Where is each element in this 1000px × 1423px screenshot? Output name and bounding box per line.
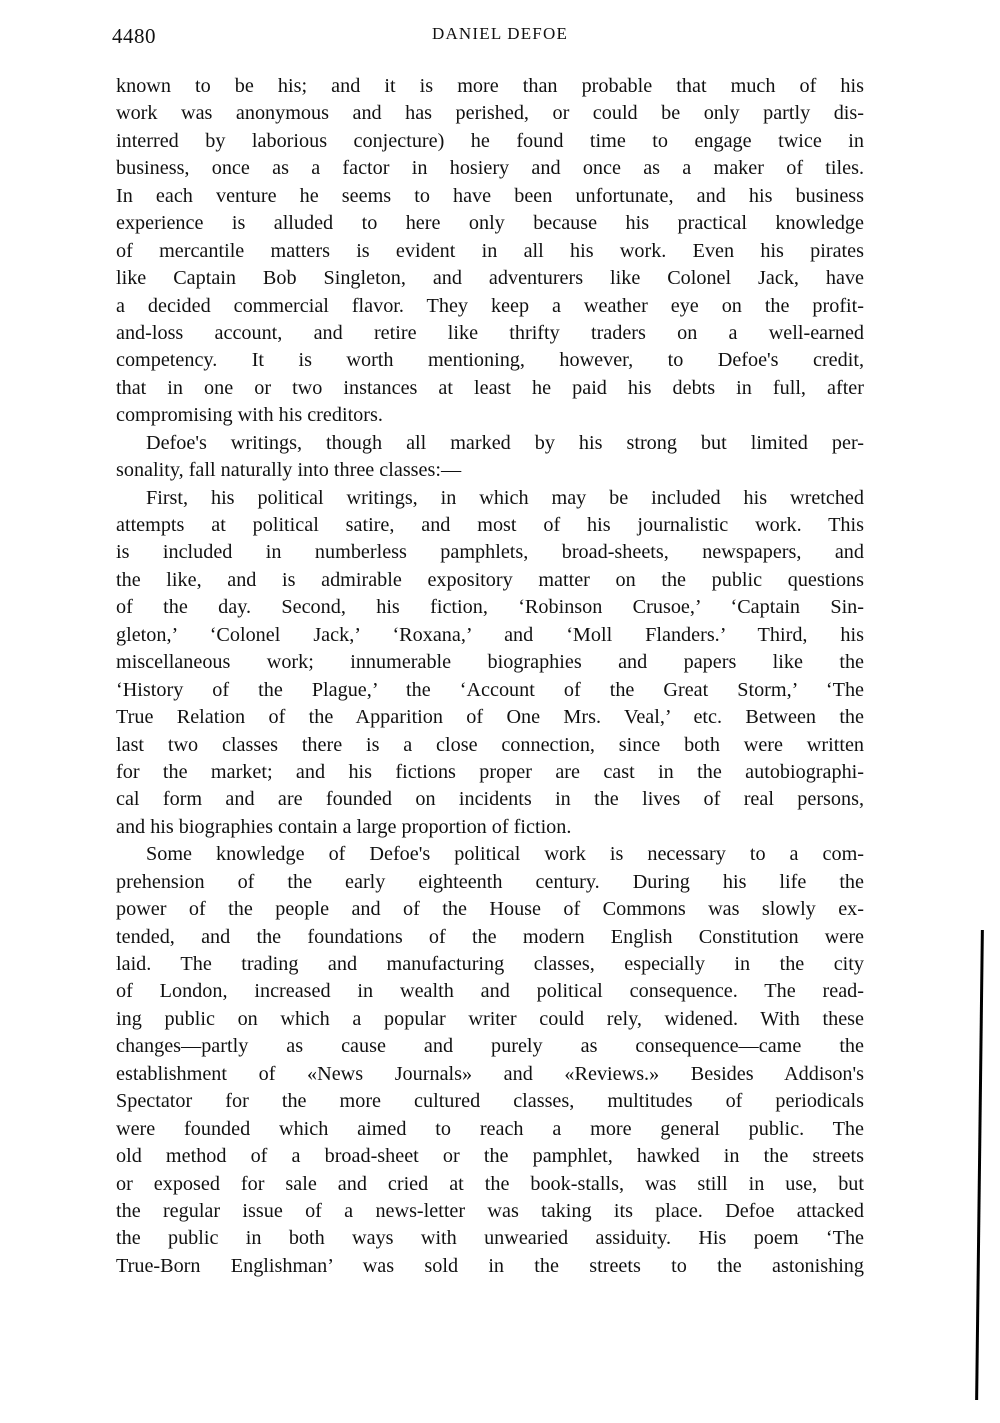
text-line: is included in numberless pamphlets, broad-sheets, newspapers, and xyxy=(116,541,864,564)
text-line: ‘History of the Plague,’ the ‘Account of the Great Storm,’ ‘The xyxy=(116,678,864,701)
text-line: Some knowledge of Defoe's political work is necessary to a com- xyxy=(146,843,864,866)
scan-edge-line xyxy=(975,930,984,1400)
text-line: In each venture he seems to have been unfortunate, and his business xyxy=(116,184,864,207)
text-line: the like, and is admirable expository matter on the public questions xyxy=(116,568,864,591)
running-title: DANIEL DEFOE xyxy=(431,24,569,43)
text-line: were founded which aimed to reach a more general public. The xyxy=(116,1117,864,1140)
text-line: work was anonymous and has perished, or could be only partly dis- xyxy=(116,102,864,125)
text-line: of mercantile matters is evident in all his work. Even his pirates xyxy=(116,239,864,262)
body-text xyxy=(116,73,864,1280)
text-line: of the day. Second, his fiction, ‘Robinson Crusoe,’ ‘Captain Sin- xyxy=(116,596,864,619)
text-line: True-Born Englishman’ was sold in the streets to the astonishing xyxy=(116,1254,864,1277)
text-line: power of the people and of the House of Commons was slowly ex- xyxy=(116,898,864,921)
text-line: of London, increased in wealth and political consequence. The read- xyxy=(116,980,864,1003)
text-line: business, once as a factor in hosiery and once as a maker of tiles. xyxy=(116,157,864,180)
text-line: attempts at political satire, and most of his journalistic work. This xyxy=(116,514,864,536)
text-line: ing public on which a popular writer could rely, widened. With these xyxy=(116,1007,864,1030)
text-line: known to be his; and it is more than probable that much of his xyxy=(116,75,864,97)
text-line: gleton,’ ‘Colonel Jack,’ ‘Roxana,’ and ‘Moll Flanders.’ Third, his xyxy=(116,623,864,646)
text-line: prehension of the early eighteenth century. During his life the xyxy=(116,870,864,893)
text-line: or exposed for sale and cried at the book-stalls, was still in use, but xyxy=(116,1172,864,1195)
text-line: last two classes there is a close connection, since both were written xyxy=(116,733,864,756)
text-line: and his biographies contain a large proportion of fiction. xyxy=(116,815,572,838)
text-line: and-loss account, and retire like thrifty traders on a well-earned xyxy=(116,321,864,344)
text-line: Defoe's writings, though all marked by his strong but limited per- xyxy=(146,431,864,454)
text-line: sonality, fall naturally into three classes:— xyxy=(116,459,462,482)
text-line: tended, and the foundations of the modern English Constitution were xyxy=(116,925,864,948)
text-line: for the market; and his fictions proper are cast in the autobiographi- xyxy=(116,760,864,783)
text-line: laid. The trading and manufacturing classes, especially in the city xyxy=(116,953,864,975)
page-number: 4480 xyxy=(112,24,156,48)
text-line: changes—partly as cause and purely as consequence—came the xyxy=(116,1035,864,1058)
text-line: competency. It is worth mentioning, however, to Defoe's credit, xyxy=(116,349,864,372)
text-line: compromising with his creditors. xyxy=(116,404,383,427)
text-line: miscellaneous work; innumerable biographies and papers like the xyxy=(116,651,864,674)
text-line: True Relation of the Apparition of One Mrs. Veal,’ etc. Between the xyxy=(116,706,864,729)
text-line: interred by laborious conjecture) he found time to engage twice in xyxy=(116,129,864,152)
text-line: the regular issue of a news-letter was taking its place. Defoe attacked xyxy=(116,1199,864,1222)
text-line: that in one or two instances at least he paid his debts in full, after xyxy=(116,376,864,399)
text-line: like Captain Bob Singleton, and adventurers like Colonel Jack, have xyxy=(116,267,864,290)
text-line: establishment of «News Journals» and «Reviews.» Besides Addison's xyxy=(116,1062,864,1085)
text-line: experience is alluded to here only because his practical knowledge xyxy=(116,212,864,235)
text-line: the public in both ways with unwearied assiduity. His poem ‘The xyxy=(116,1227,864,1250)
text-line: old method of a broad-sheet or the pamphlet, hawked in the streets xyxy=(116,1145,864,1168)
text-line: First, his political writings, in which may be included his wretched xyxy=(146,486,864,509)
text-line: Spectator for the more cultured classes, multitudes of periodicals xyxy=(116,1090,864,1113)
text-line: cal form and are founded on incidents in the lives of real persons, xyxy=(116,788,864,811)
text-line: a decided commercial flavor. They keep a weather eye on the profit- xyxy=(116,294,864,317)
